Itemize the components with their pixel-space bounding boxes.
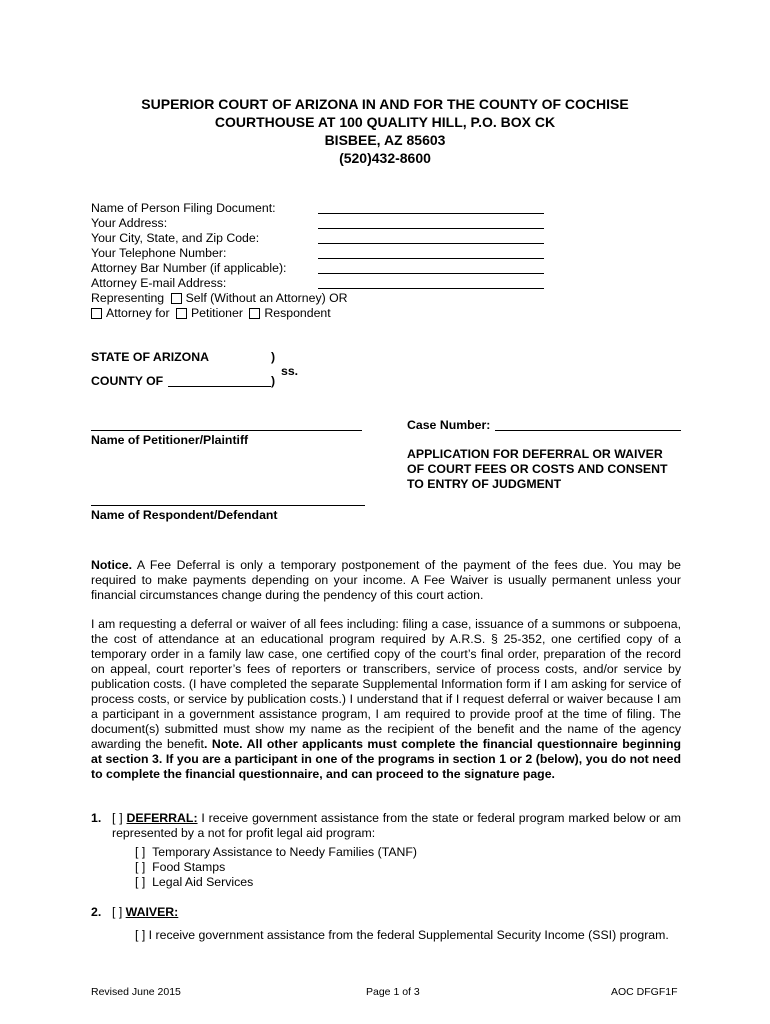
- food-stamps-item: [135, 860, 225, 875]
- petitioner-name-field[interactable]: [91, 430, 362, 431]
- court-name: SUPERIOR COURT OF ARIZONA IN AND FOR THE COUNTY OF COCHISE: [141, 96, 629, 112]
- food-stamps-checkbox[interactable]: [ ]: [135, 860, 146, 874]
- form-title-line-3: TO ENTRY OF JUDGMENT: [407, 477, 562, 491]
- ssi-item: [135, 928, 681, 943]
- address-label: Your Address:: [91, 216, 168, 230]
- form-title-line-2: OF COURT FEES OR COSTS AND CONSENT: [407, 462, 668, 476]
- bar-number-label: Attorney Bar Number (if applicable):: [91, 261, 287, 275]
- footer-page-number: Page 1 of 3: [366, 986, 420, 998]
- legal-aid-checkbox[interactable]: [ ]: [135, 875, 146, 889]
- tanf-item: [135, 845, 417, 860]
- request-text: I am requesting a deferral or waiver of all fees including: filing a case, issuance of a summons or subpoena, the cost of attendance at an educational program required by A.R.S. § 25-352, one certified copy of a temporary order in a family law case, one certified copy of the court’s final order, preparation of the record on appeal, court reporter’s fees of reporters or transcribers, service of process costs, and/or service by publication costs. (I have completed the separate Supplemental Information form if I am asking for service of process costs, or service by publication costs.) I understand that if I request deferral or waiver because I am a participant in a government assistance program, I am required to provide proof at the time of filing. The document(s) submitted must show my name as the recipient of the benefit and the name of the agency awarding the benefit: [91, 617, 681, 751]
- case-number-label: Case Number:: [407, 418, 491, 432]
- request-paragraph: [91, 617, 681, 782]
- section-2-number: 2.: [91, 905, 102, 919]
- petitioner-checkbox[interactable]: [176, 308, 187, 319]
- notice-lead: Notice.: [91, 558, 132, 572]
- deferral-checkbox[interactable]: [ ]: [112, 811, 123, 825]
- form-title-line-1: APPLICATION FOR DEFERRAL OR WAIVER: [407, 447, 663, 461]
- case-number-field[interactable]: [495, 430, 681, 431]
- courthouse-address: COURTHOUSE AT 100 QUALITY HILL, P.O. BOX CK: [214, 114, 556, 130]
- filer-name-field[interactable]: [318, 213, 544, 214]
- state-label: STATE OF ARIZONA: [91, 350, 209, 364]
- waiver-title: WAIVER:: [125, 905, 179, 919]
- county-field[interactable]: [168, 386, 271, 387]
- legal-aid-item: [135, 875, 253, 890]
- footer-form-code: AOC DFGF1F: [611, 986, 678, 998]
- city-state-zip-field[interactable]: [318, 243, 544, 244]
- address-field[interactable]: [318, 228, 544, 229]
- representing-label: Representing: [91, 291, 165, 305]
- section-2-heading: [112, 905, 178, 920]
- bar-number-field[interactable]: [318, 273, 544, 274]
- filer-name-label: Name of Person Filing Document:: [91, 201, 276, 215]
- telephone-field[interactable]: [318, 258, 544, 259]
- tanf-checkbox[interactable]: [ ]: [135, 845, 146, 859]
- venue-paren-2: ): [271, 374, 276, 388]
- deferral-text: I receive government assistance from the state or federal program marked below or am represented by a not for profit legal aid program:: [112, 811, 682, 840]
- footer-revised: Revised June 2015: [91, 986, 181, 998]
- attorney-email-label: Attorney E-mail Address:: [91, 276, 227, 290]
- ss-label: ss.: [281, 364, 299, 378]
- attorney-for-checkbox[interactable]: [91, 308, 102, 319]
- notice-paragraph: [91, 558, 681, 603]
- self-checkbox[interactable]: [171, 293, 182, 304]
- respondent-checkbox[interactable]: [249, 308, 260, 319]
- respondent-label: Name of Respondent/Defendant: [91, 508, 278, 522]
- section-1-text: [112, 811, 681, 841]
- attorney-for-label: Attorney for: [106, 306, 170, 320]
- ssi-checkbox[interactable]: [ ]: [135, 928, 146, 942]
- city-state-zip-label: Your City, State, and Zip Code:: [91, 231, 260, 245]
- waiver-checkbox[interactable]: [ ]: [112, 905, 123, 919]
- respondent-label: Respondent: [264, 306, 331, 320]
- county-label: COUNTY OF: [91, 374, 164, 388]
- respondent-name-field[interactable]: [91, 505, 365, 506]
- tanf-label: Temporary Assistance to Needy Families (TANF): [152, 845, 418, 859]
- self-label: Self (Without an Attorney) OR: [185, 291, 348, 305]
- court-phone: (520)432-8600: [339, 150, 431, 166]
- deferral-title: DEFERRAL:: [126, 811, 198, 825]
- request-note: . Note. All other applicants must complete the financial questionnaire beginning at section 3. If you are a participant in one of the programs in section 1 or 2 (below), you do not need to complete the financial questionnaire, and can proceed to the signature page.: [91, 737, 681, 781]
- legal-aid-label: Legal Aid Services: [152, 875, 254, 889]
- court-city: BISBEE, AZ 85603: [324, 132, 446, 148]
- food-stamps-label: Food Stamps: [152, 860, 226, 874]
- petitioner-label: Petitioner: [190, 306, 243, 320]
- telephone-label: Your Telephone Number:: [91, 246, 227, 260]
- petitioner-label: Name of Petitioner/Plaintiff: [91, 433, 249, 447]
- venue-paren-1: ): [271, 350, 276, 364]
- attorney-for-row: [91, 306, 331, 321]
- section-1-number: 1.: [91, 811, 102, 825]
- notice-text: A Fee Deferral is only a temporary postponement of the payment of the fees due. You may be required to make payments depending on your income. A Fee Waiver is usually permanent unless your financial circumstances change during the pendency of this court action.: [91, 558, 681, 602]
- ssi-text: I receive government assistance from the federal Supplemental Security Income (SSI) program.: [148, 928, 669, 942]
- attorney-email-field[interactable]: [318, 288, 544, 289]
- representing-row: [91, 291, 348, 306]
